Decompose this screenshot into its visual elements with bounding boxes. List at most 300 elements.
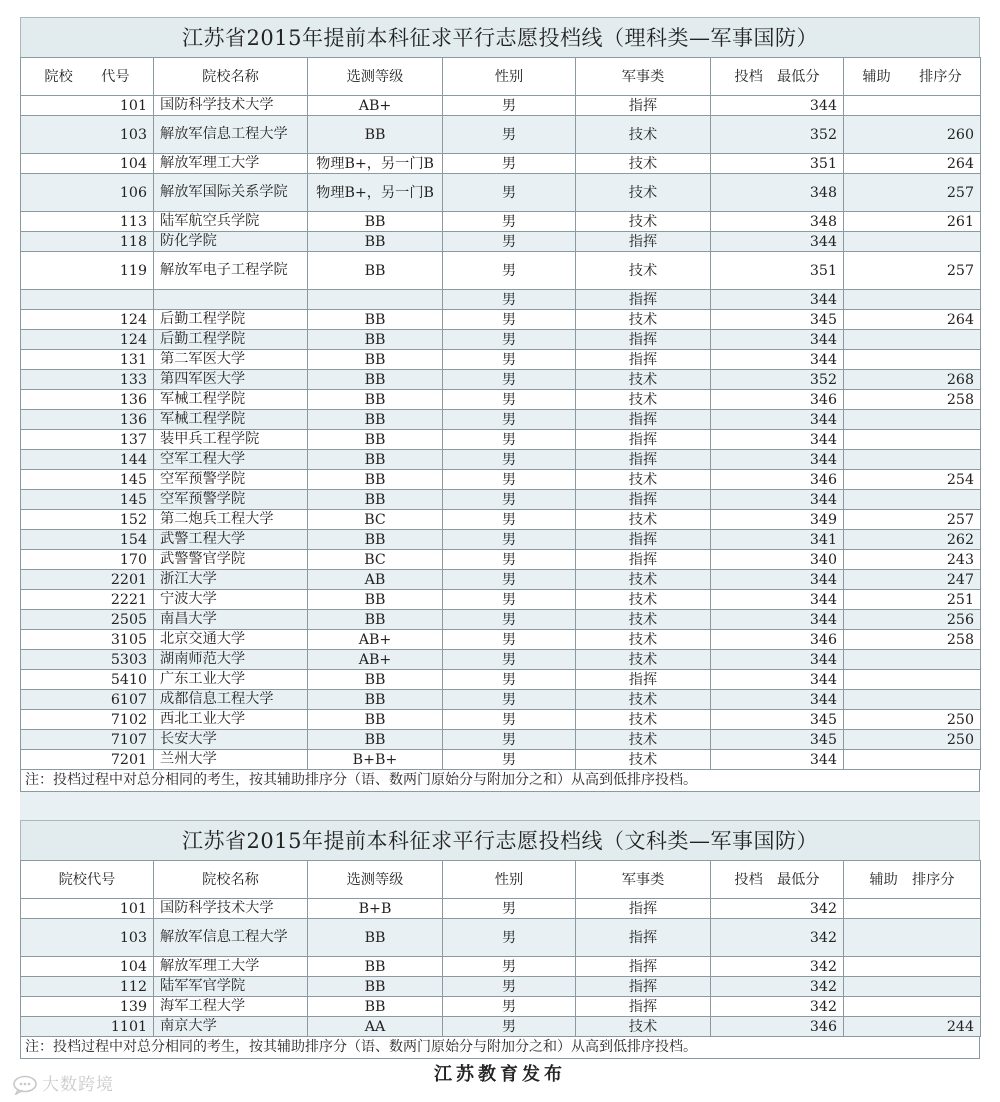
school-name-cell: 第二军医大学 — [154, 350, 308, 370]
gender-cell: 男 — [443, 977, 576, 997]
grade-cell: BB — [308, 350, 443, 370]
gender-cell: 男 — [443, 430, 576, 450]
min-score-cell: 344 — [711, 430, 844, 450]
school-name-cell — [154, 290, 308, 310]
aux-score-cell: 254 — [844, 470, 981, 490]
min-score-cell: 341 — [711, 530, 844, 550]
arts-table-body — [21, 899, 981, 1037]
col-header-gender: 性别 — [443, 861, 576, 899]
min-score-cell: 344 — [711, 290, 844, 310]
grade-cell: BB — [308, 957, 443, 977]
gender-cell: 男 — [443, 252, 576, 290]
min-score-cell: 340 — [711, 550, 844, 570]
gender-cell: 男 — [443, 899, 576, 919]
aux-score-cell — [844, 957, 981, 977]
table-row — [21, 154, 981, 174]
school-name-cell: 军械工程学院 — [154, 390, 308, 410]
min-score-cell: 344 — [711, 232, 844, 252]
table-row — [21, 530, 981, 550]
school-code-cell: 101 — [21, 96, 154, 116]
min-score-cell: 344 — [711, 650, 844, 670]
grade-cell: BB — [308, 232, 443, 252]
aux-score-cell — [844, 330, 981, 350]
table-row — [21, 390, 981, 410]
aux-score-cell: 244 — [844, 1017, 981, 1037]
min-score-cell: 346 — [711, 390, 844, 410]
school-name-cell: 北京交通大学 — [154, 630, 308, 650]
table-row — [21, 96, 981, 116]
category-cell: 技术 — [576, 750, 711, 770]
aux-score-cell: 264 — [844, 310, 981, 330]
grade-cell: BB — [308, 470, 443, 490]
grade-cell: BB — [308, 450, 443, 470]
table-row — [21, 330, 981, 350]
min-score-cell: 342 — [711, 977, 844, 997]
school-name-cell: 第四军医大学 — [154, 370, 308, 390]
school-code-cell: 103 — [21, 116, 154, 154]
table-row — [21, 430, 981, 450]
gender-cell: 男 — [443, 997, 576, 1017]
school-code-cell: 2221 — [21, 590, 154, 610]
grade-cell: AB+ — [308, 96, 443, 116]
table-row — [21, 650, 981, 670]
table-row — [21, 977, 981, 997]
gender-cell: 男 — [443, 730, 576, 750]
aux-score-cell: 257 — [844, 252, 981, 290]
category-cell: 技术 — [576, 610, 711, 630]
category-cell: 技术 — [576, 370, 711, 390]
gender-cell: 男 — [443, 510, 576, 530]
min-score-cell: 344 — [711, 590, 844, 610]
grade-cell: BB — [308, 116, 443, 154]
category-cell: 指挥 — [576, 290, 711, 310]
arts-header-row — [21, 861, 981, 899]
aux-score-cell: 243 — [844, 550, 981, 570]
grade-cell: BB — [308, 370, 443, 390]
category-cell: 指挥 — [576, 490, 711, 510]
gender-cell: 男 — [443, 1017, 576, 1037]
school-code-cell: 2201 — [21, 570, 154, 590]
aux-score-cell — [844, 977, 981, 997]
grade-cell: AB — [308, 570, 443, 590]
aux-score-cell: 250 — [844, 730, 981, 750]
table-row — [21, 450, 981, 470]
aux-score-cell: 251 — [844, 590, 981, 610]
gender-cell: 男 — [443, 290, 576, 310]
min-score-cell: 344 — [711, 690, 844, 710]
aux-score-cell — [844, 232, 981, 252]
school-name-cell: 成都信息工程大学 — [154, 690, 308, 710]
school-name-cell: 解放军信息工程大学 — [154, 919, 308, 957]
school-code-cell: 152 — [21, 510, 154, 530]
category-cell: 指挥 — [576, 957, 711, 977]
aux-score-cell: 257 — [844, 510, 981, 530]
category-cell: 技术 — [576, 310, 711, 330]
aux-score-cell: 250 — [844, 710, 981, 730]
aux-score-cell — [844, 919, 981, 957]
school-code-cell: 124 — [21, 330, 154, 350]
min-score-cell: 346 — [711, 470, 844, 490]
grade-cell: BB — [308, 610, 443, 630]
gender-cell: 男 — [443, 470, 576, 490]
category-cell: 指挥 — [576, 232, 711, 252]
school-code-cell: 118 — [21, 232, 154, 252]
category-cell: 指挥 — [576, 410, 711, 430]
table-row — [21, 1017, 981, 1037]
table-row — [21, 710, 981, 730]
gender-cell: 男 — [443, 550, 576, 570]
school-code-cell: 112 — [21, 977, 154, 997]
school-code-cell: 137 — [21, 430, 154, 450]
gender-cell: 男 — [443, 96, 576, 116]
school-code-cell: 139 — [21, 997, 154, 1017]
category-cell: 技术 — [576, 630, 711, 650]
min-score-cell: 346 — [711, 1017, 844, 1037]
table-row — [21, 116, 981, 154]
gender-cell: 男 — [443, 710, 576, 730]
gender-cell: 男 — [443, 174, 576, 212]
table-row — [21, 470, 981, 490]
aux-score-cell — [844, 750, 981, 770]
school-name-cell: 解放军理工大学 — [154, 957, 308, 977]
aux-score-cell: 268 — [844, 370, 981, 390]
school-name-cell: 解放军电子工程学院 — [154, 252, 308, 290]
category-cell: 指挥 — [576, 530, 711, 550]
school-code-cell: 133 — [21, 370, 154, 390]
aux-score-cell: 247 — [844, 570, 981, 590]
category-cell: 技术 — [576, 154, 711, 174]
grade-cell — [308, 290, 443, 310]
school-code-cell: 104 — [21, 957, 154, 977]
school-name-cell: 装甲兵工程学院 — [154, 430, 308, 450]
grade-cell: BB — [308, 390, 443, 410]
school-code-cell — [21, 290, 154, 310]
school-name-cell: 国防科学技术大学 — [154, 96, 308, 116]
school-code-cell: 5410 — [21, 670, 154, 690]
category-cell: 指挥 — [576, 899, 711, 919]
school-name-cell: 军械工程学院 — [154, 410, 308, 430]
col-header-name: 院校名称 — [154, 861, 308, 899]
school-code-cell: 144 — [21, 450, 154, 470]
school-name-cell: 空军预警学院 — [154, 470, 308, 490]
school-name-cell: 防化学院 — [154, 232, 308, 252]
col-header-grade: 选测等级 — [308, 58, 443, 96]
table-row — [21, 510, 981, 530]
grade-cell: BB — [308, 410, 443, 430]
table-row — [21, 630, 981, 650]
category-cell: 指挥 — [576, 450, 711, 470]
min-score-cell: 342 — [711, 957, 844, 977]
school-code-cell: 103 — [21, 919, 154, 957]
table-row — [21, 690, 981, 710]
category-cell: 技术 — [576, 570, 711, 590]
table-row — [21, 899, 981, 919]
grade-cell: BB — [308, 212, 443, 232]
min-score-cell: 352 — [711, 370, 844, 390]
category-cell: 指挥 — [576, 670, 711, 690]
school-name-cell: 解放军国际关系学院 — [154, 174, 308, 212]
school-code-cell: 6107 — [21, 690, 154, 710]
school-name-cell: 兰州大学 — [154, 750, 308, 770]
grade-cell: BB — [308, 490, 443, 510]
school-name-cell: 后勤工程学院 — [154, 310, 308, 330]
school-name-cell: 浙江大学 — [154, 570, 308, 590]
school-code-cell: 106 — [21, 174, 154, 212]
table-row — [21, 410, 981, 430]
document-sheet — [20, 17, 980, 1059]
arts-table-title: 江苏省2015年提前本科征求平行志愿投档线（文科类—军事国防） — [20, 820, 980, 860]
school-name-cell: 宁波大学 — [154, 590, 308, 610]
category-cell: 技术 — [576, 1017, 711, 1037]
col-header-aux: 辅助 排序分 — [844, 58, 981, 96]
gender-cell: 男 — [443, 116, 576, 154]
min-score-cell: 349 — [711, 510, 844, 530]
school-name-cell: 湖南师范大学 — [154, 650, 308, 670]
gender-cell: 男 — [443, 590, 576, 610]
gender-cell: 男 — [443, 232, 576, 252]
aux-score-cell — [844, 350, 981, 370]
gender-cell: 男 — [443, 212, 576, 232]
school-name-cell: 第二炮兵工程大学 — [154, 510, 308, 530]
grade-cell: 物理B+，另一门B — [308, 154, 443, 174]
table-row — [21, 610, 981, 630]
grade-cell: BC — [308, 550, 443, 570]
gender-cell: 男 — [443, 530, 576, 550]
school-code-cell: 101 — [21, 899, 154, 919]
school-name-cell: 南京大学 — [154, 1017, 308, 1037]
school-code-cell: 119 — [21, 252, 154, 290]
min-score-cell: 351 — [711, 252, 844, 290]
table-row — [21, 730, 981, 750]
category-cell: 技术 — [576, 116, 711, 154]
school-code-cell: 7201 — [21, 750, 154, 770]
school-name-cell: 空军工程大学 — [154, 450, 308, 470]
min-score-cell: 344 — [711, 670, 844, 690]
school-name-cell: 解放军信息工程大学 — [154, 116, 308, 154]
grade-cell: BC — [308, 510, 443, 530]
min-score-cell: 344 — [711, 570, 844, 590]
school-code-cell: 131 — [21, 350, 154, 370]
school-name-cell: 海军工程大学 — [154, 997, 308, 1017]
grade-cell: BB — [308, 730, 443, 750]
table-row — [21, 750, 981, 770]
min-score-cell: 344 — [711, 750, 844, 770]
science-table — [20, 57, 981, 770]
table-row — [21, 310, 981, 330]
table-row — [21, 232, 981, 252]
aux-score-cell: 261 — [844, 212, 981, 232]
school-code-cell: 145 — [21, 490, 154, 510]
aux-score-cell — [844, 410, 981, 430]
min-score-cell: 345 — [711, 310, 844, 330]
gender-cell: 男 — [443, 630, 576, 650]
school-name-cell: 解放军理工大学 — [154, 154, 308, 174]
gender-cell: 男 — [443, 410, 576, 430]
school-code-cell: 2505 — [21, 610, 154, 630]
category-cell: 技术 — [576, 730, 711, 750]
school-code-cell: 170 — [21, 550, 154, 570]
gender-cell: 男 — [443, 310, 576, 330]
col-header-category: 军事类 — [576, 861, 711, 899]
min-score-cell: 342 — [711, 919, 844, 957]
gender-cell: 男 — [443, 750, 576, 770]
category-cell: 技术 — [576, 590, 711, 610]
min-score-cell: 346 — [711, 630, 844, 650]
col-header-gender: 性别 — [443, 58, 576, 96]
grade-cell: AA — [308, 1017, 443, 1037]
school-code-cell: 1101 — [21, 1017, 154, 1037]
chat-bubble-logo-icon — [12, 1075, 38, 1095]
school-code-cell: 136 — [21, 410, 154, 430]
col-header-category: 军事类 — [576, 58, 711, 96]
school-code-cell: 154 — [21, 530, 154, 550]
aux-score-cell: 260 — [844, 116, 981, 154]
grade-cell: BB — [308, 690, 443, 710]
grade-cell: BB — [308, 252, 443, 290]
gender-cell: 男 — [443, 390, 576, 410]
gender-cell: 男 — [443, 570, 576, 590]
school-name-cell: 武警工程大学 — [154, 530, 308, 550]
gender-cell: 男 — [443, 330, 576, 350]
table-row — [21, 590, 981, 610]
gender-cell: 男 — [443, 919, 576, 957]
min-score-cell: 351 — [711, 154, 844, 174]
school-name-cell: 西北工业大学 — [154, 710, 308, 730]
school-code-cell: 7102 — [21, 710, 154, 730]
publisher-footer: 江苏教育发布 — [434, 1064, 566, 1085]
school-code-cell: 113 — [21, 212, 154, 232]
table-row — [21, 350, 981, 370]
table-row — [21, 252, 981, 290]
school-code-cell: 7107 — [21, 730, 154, 750]
aux-score-cell — [844, 96, 981, 116]
min-score-cell: 344 — [711, 450, 844, 470]
table-row — [21, 670, 981, 690]
col-header-name: 院校名称 — [154, 58, 308, 96]
aux-score-cell: 258 — [844, 630, 981, 650]
category-cell: 指挥 — [576, 96, 711, 116]
min-score-cell: 344 — [711, 610, 844, 630]
science-table-body — [21, 96, 981, 770]
category-cell: 技术 — [576, 690, 711, 710]
grade-cell: BB — [308, 977, 443, 997]
school-name-cell: 陆军军官学院 — [154, 977, 308, 997]
school-code-cell: 136 — [21, 390, 154, 410]
grade-cell: B+B — [308, 899, 443, 919]
school-name-cell: 长安大学 — [154, 730, 308, 750]
col-header-code: 院校 代号 — [21, 58, 154, 96]
grade-cell: B+B+ — [308, 750, 443, 770]
category-cell: 指挥 — [576, 350, 711, 370]
table-row — [21, 550, 981, 570]
min-score-cell: 348 — [711, 174, 844, 212]
grade-cell: BB — [308, 997, 443, 1017]
science-header-row — [21, 58, 981, 96]
aux-score-cell: 256 — [844, 610, 981, 630]
aux-score-cell: 264 — [844, 154, 981, 174]
category-cell: 技术 — [576, 710, 711, 730]
category-cell: 技术 — [576, 174, 711, 212]
grade-cell: BB — [308, 590, 443, 610]
category-cell: 指挥 — [576, 430, 711, 450]
gender-cell: 男 — [443, 154, 576, 174]
watermark-text: 大数跨境 — [42, 1075, 114, 1095]
aux-score-cell — [844, 450, 981, 470]
school-code-cell: 104 — [21, 154, 154, 174]
grade-cell: AB+ — [308, 650, 443, 670]
aux-score-cell — [844, 430, 981, 450]
col-header-code: 院校代号 — [21, 861, 154, 899]
table-row — [21, 570, 981, 590]
arts-note: 注：投档过程中对总分相同的考生，按其辅助排序分（语、数两门原始分与附加分之和）从高到低排序投档。 — [20, 1037, 980, 1059]
category-cell: 技术 — [576, 650, 711, 670]
gender-cell: 男 — [443, 650, 576, 670]
category-cell: 指挥 — [576, 919, 711, 957]
table-row — [21, 174, 981, 212]
school-name-cell: 陆军航空兵学院 — [154, 212, 308, 232]
school-code-cell: 145 — [21, 470, 154, 490]
table-row — [21, 290, 981, 310]
min-score-cell: 342 — [711, 997, 844, 1017]
min-score-cell: 342 — [711, 899, 844, 919]
category-cell: 指挥 — [576, 330, 711, 350]
grade-cell: BB — [308, 330, 443, 350]
gender-cell: 男 — [443, 690, 576, 710]
aux-score-cell: 262 — [844, 530, 981, 550]
table-row — [21, 997, 981, 1017]
gender-cell: 男 — [443, 370, 576, 390]
min-score-cell: 344 — [711, 490, 844, 510]
section-gap — [20, 792, 980, 820]
watermark — [12, 1070, 114, 1095]
aux-score-cell — [844, 490, 981, 510]
aux-score-cell — [844, 650, 981, 670]
min-score-cell: 344 — [711, 410, 844, 430]
school-code-cell: 3105 — [21, 630, 154, 650]
col-header-aux: 辅助 排序分 — [844, 861, 981, 899]
col-header-score: 投档 最低分 — [711, 58, 844, 96]
grade-cell: BB — [308, 430, 443, 450]
science-note: 注：投档过程中对总分相同的考生，按其辅助排序分（语、数两门原始分与附加分之和）从高到低排序投档。 — [20, 770, 980, 792]
aux-score-cell: 257 — [844, 174, 981, 212]
school-name-cell: 空军预警学院 — [154, 490, 308, 510]
table-row — [21, 212, 981, 232]
arts-table — [20, 860, 981, 1037]
category-cell: 指挥 — [576, 977, 711, 997]
gender-cell: 男 — [443, 450, 576, 470]
gender-cell: 男 — [443, 350, 576, 370]
col-header-grade: 选测等级 — [308, 861, 443, 899]
col-header-score: 投档 最低分 — [711, 861, 844, 899]
grade-cell: AB+ — [308, 630, 443, 650]
aux-score-cell — [844, 997, 981, 1017]
category-cell: 技术 — [576, 510, 711, 530]
category-cell: 技术 — [576, 212, 711, 232]
category-cell: 指挥 — [576, 550, 711, 570]
aux-score-cell — [844, 290, 981, 310]
grade-cell: 物理B+，另一门B — [308, 174, 443, 212]
table-row — [21, 370, 981, 390]
gender-cell: 男 — [443, 957, 576, 977]
school-code-cell: 124 — [21, 310, 154, 330]
school-name-cell: 武警警官学院 — [154, 550, 308, 570]
aux-score-cell — [844, 670, 981, 690]
min-score-cell: 344 — [711, 330, 844, 350]
school-name-cell: 国防科学技术大学 — [154, 899, 308, 919]
aux-score-cell — [844, 899, 981, 919]
gender-cell: 男 — [443, 670, 576, 690]
school-name-cell: 南昌大学 — [154, 610, 308, 630]
